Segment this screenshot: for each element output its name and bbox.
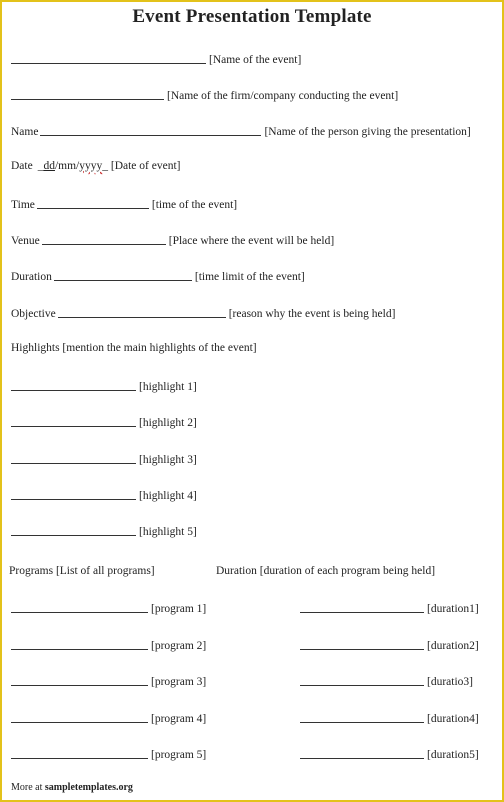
presenter-name-row — [11, 124, 471, 138]
highlight-hint: [highlight 1] — [139, 381, 197, 393]
duration-item-row — [300, 711, 479, 725]
duration-item-hint: [duration5] — [427, 749, 479, 761]
firm-name-row — [11, 88, 398, 102]
program-blank[interactable] — [11, 674, 148, 686]
duration-item-blank[interactable] — [300, 601, 424, 613]
highlight-blank[interactable] — [11, 452, 136, 464]
programs-heading: Programs [List of all programs] — [9, 565, 155, 577]
time-hint: [time of the event] — [151, 199, 238, 211]
objective-blank[interactable] — [58, 306, 226, 318]
duration-item-blank[interactable] — [300, 747, 424, 759]
highlight-hint: [highlight 4] — [139, 490, 197, 502]
objective-label: Objective — [11, 308, 56, 320]
duration-item-hint: [duratio3] — [427, 676, 473, 688]
footer-credit — [11, 782, 133, 793]
program-row — [11, 674, 206, 688]
program-blank[interactable] — [11, 747, 148, 759]
highlight-blank[interactable] — [11, 415, 136, 427]
time-row — [11, 197, 237, 211]
date-format: _dd/mm/yyyy_ — [37, 160, 111, 172]
program-hint: [program 4] — [151, 713, 207, 725]
duration-item-hint: [duration2] — [427, 640, 479, 652]
program-blank[interactable] — [11, 711, 148, 723]
page-title: Event Presentation Template — [132, 6, 372, 27]
duration-item-blank[interactable] — [300, 711, 424, 723]
duration-row — [11, 269, 305, 283]
duration-item-hint: [duration4] — [427, 713, 479, 725]
venue-row — [11, 233, 334, 247]
program-blank[interactable] — [11, 638, 148, 650]
time-label: Time — [11, 199, 35, 211]
footer-prefix: More at — [11, 782, 45, 793]
highlight-blank[interactable] — [11, 379, 136, 391]
program-hint: [program 1] — [151, 603, 207, 615]
program-row — [11, 747, 206, 761]
footer-site-link[interactable]: sampletemplates.org — [44, 782, 133, 793]
firm-name-blank[interactable] — [11, 88, 164, 100]
highlight-hint: [highlight 2] — [139, 417, 197, 429]
time-blank[interactable] — [37, 197, 149, 209]
event-name-row — [11, 52, 301, 66]
duration-item-row — [300, 638, 479, 652]
highlight-row — [11, 488, 197, 502]
duration-item-row — [300, 674, 473, 688]
duration-item-blank[interactable] — [300, 674, 424, 686]
highlight-row — [11, 415, 197, 429]
venue-label: Venue — [11, 235, 40, 247]
date-label: Date — [11, 160, 33, 172]
name-hint: [Name of the person giving the presentation] — [264, 126, 471, 138]
duration-item-hint: [duration1] — [427, 603, 479, 615]
event-name-hint: [Name of the event] — [209, 54, 302, 66]
program-hint: [program 2] — [151, 640, 207, 652]
duration-item-row — [300, 747, 479, 761]
program-row — [11, 638, 206, 652]
date-hint: [Date of event] — [110, 160, 181, 172]
highlights-heading: Highlights [mention the main highlights of the event] — [11, 342, 257, 354]
objective-hint: [reason why the event is being held] — [228, 308, 396, 320]
objective-row — [11, 306, 395, 320]
duration-item-row — [300, 601, 479, 615]
duration-item-blank[interactable] — [300, 638, 424, 650]
duration-blank[interactable] — [54, 269, 192, 281]
name-blank[interactable] — [40, 124, 261, 136]
program-hint: [program 5] — [151, 749, 207, 761]
highlight-hint: [highlight 3] — [139, 454, 197, 466]
event-name-blank[interactable] — [11, 52, 206, 64]
highlight-blank[interactable] — [11, 488, 136, 500]
date-row — [11, 160, 180, 172]
program-hint: [program 3] — [151, 676, 207, 688]
highlight-row — [11, 452, 197, 466]
duration-label: Duration — [11, 271, 52, 283]
firm-name-hint: [Name of the firm/company conducting the event] — [167, 90, 399, 102]
program-blank[interactable] — [11, 601, 148, 613]
venue-blank[interactable] — [42, 233, 166, 245]
highlight-row — [11, 524, 197, 538]
venue-hint: [Place where the event will be held] — [168, 235, 335, 247]
program-row — [11, 601, 206, 615]
highlight-blank[interactable] — [11, 524, 136, 536]
highlight-hint: [highlight 5] — [139, 526, 197, 538]
duration-hint: [time limit of the event] — [194, 271, 305, 283]
program-row — [11, 711, 206, 725]
program-duration-heading: Duration [duration of each program being held] — [216, 565, 436, 577]
highlight-row — [11, 379, 197, 393]
name-label: Name — [11, 126, 39, 138]
